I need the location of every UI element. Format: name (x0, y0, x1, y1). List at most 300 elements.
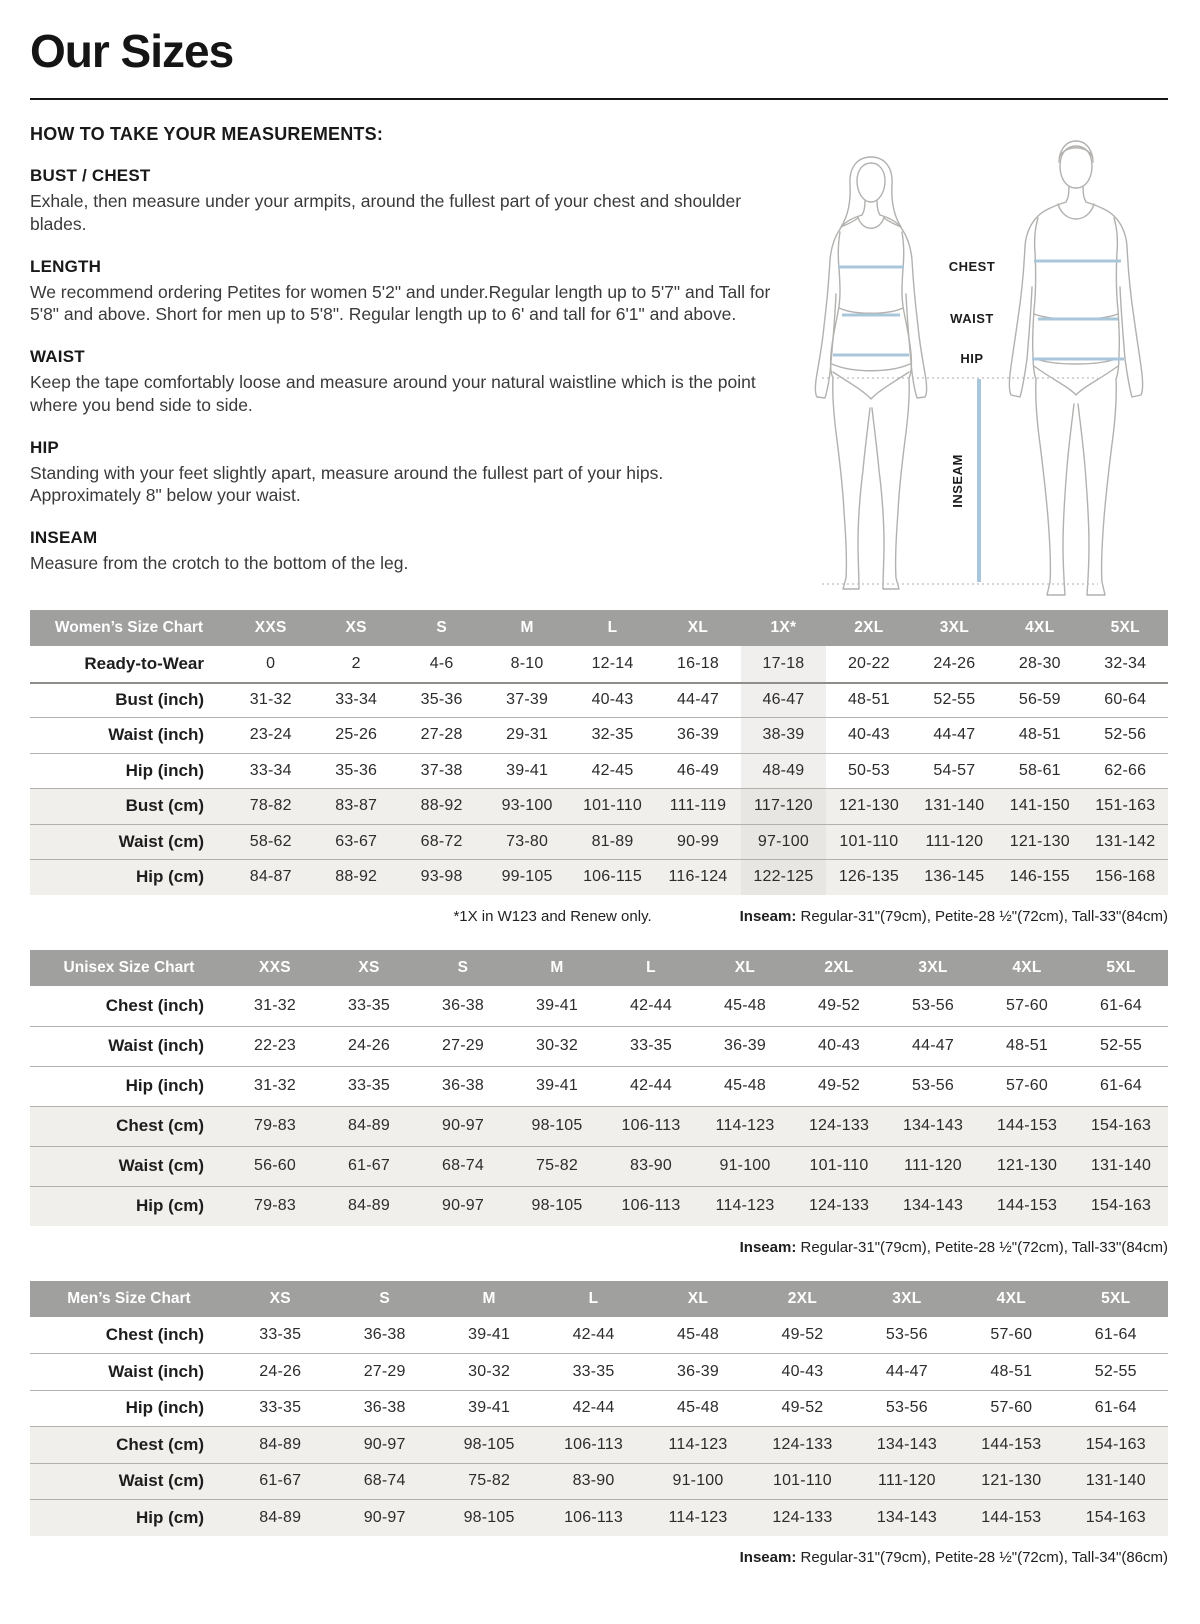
size-cell: 131-140 (1090, 1157, 1152, 1174)
column-header: 4XL (1025, 619, 1055, 636)
size-cell: 36-38 (363, 1325, 406, 1343)
size-cell: 90-97 (363, 1508, 406, 1526)
size-cell: 79-83 (254, 1197, 296, 1214)
size-cell: 31-32 (254, 996, 296, 1014)
size-cell: 42-44 (572, 1399, 615, 1417)
column-header: XL (734, 958, 756, 976)
row-label: Hip (inch) (125, 1076, 204, 1095)
size-cell: 88-92 (335, 868, 378, 886)
male-figure-outline (1009, 141, 1142, 595)
size-cell: 106-113 (621, 1197, 681, 1214)
size-cell: 68-72 (420, 832, 463, 850)
size-cell: 117-120 (741, 789, 826, 824)
size-cell: 23-24 (249, 726, 292, 744)
column-header: 5XL (1106, 958, 1136, 976)
size-cell: 75-82 (536, 1157, 578, 1174)
table-title: Men’s Size Chart (67, 1289, 191, 1307)
size-cell: 53-56 (912, 996, 954, 1014)
size-cell: 36-38 (442, 1077, 484, 1094)
column-header: M (520, 619, 534, 636)
size-cell: 106-113 (564, 1508, 624, 1526)
size-cell: 33-35 (259, 1399, 302, 1417)
size-cell: 99-105 (501, 868, 553, 886)
size-cell: 24-26 (933, 654, 976, 672)
column-header: XS (345, 619, 367, 636)
size-cell: 37-39 (506, 691, 549, 709)
section-body: Measure from the crotch to the bottom of the leg. (30, 553, 409, 573)
size-cell: 42-45 (591, 761, 634, 779)
table-row (30, 682, 1168, 718)
size-cell: 45-48 (724, 1077, 766, 1094)
size-cell: 31-32 (249, 691, 292, 709)
column-header: 2XL (854, 619, 884, 636)
size-cell: 63-67 (335, 832, 378, 850)
size-cell: 46-47 (741, 684, 826, 718)
size-cell: 78-82 (249, 797, 292, 815)
size-cell: 98-105 (531, 1197, 583, 1214)
title-divider (30, 98, 1168, 100)
size-cell: 124-133 (808, 1197, 870, 1214)
column-header: L (646, 958, 656, 976)
size-cell: 39-41 (536, 1077, 578, 1094)
size-cell: 57-60 (1006, 1077, 1048, 1094)
table-row (30, 1186, 1168, 1226)
row-label: Chest (inch) (105, 1324, 204, 1344)
size-cell: 111-120 (904, 1157, 962, 1174)
size-cell: 114-123 (668, 1435, 728, 1453)
table-row (30, 1106, 1168, 1146)
section-title: BUST / CHEST (30, 166, 151, 185)
size-cell: 84-89 (259, 1435, 302, 1453)
section-body: Standing with your feet slightly apart, measure around the fullest part of your hips. Approximately 8" below your waist. (30, 462, 664, 506)
column-header: L (588, 1289, 599, 1307)
section-body: Keep the tape comfortably loose and measure around your natural waistline which is the point where you bend side to side. (30, 372, 756, 415)
size-cell: 84-89 (348, 1197, 390, 1214)
size-cell: 44-47 (933, 726, 976, 744)
size-cell: 53-56 (885, 1325, 928, 1343)
size-cell: 98-105 (463, 1508, 515, 1526)
figure-label-waist: WAIST (950, 311, 994, 326)
size-cell: 17-18 (741, 646, 826, 682)
column-header: 3XL (918, 958, 948, 976)
footnote-note: *1X in W123 and Renew only. (453, 907, 652, 925)
size-cell: 45-48 (677, 1399, 719, 1417)
table-header-row (30, 950, 1168, 986)
size-cell: 52-56 (1104, 726, 1147, 744)
size-cell: 134-143 (902, 1197, 964, 1214)
row-label: Chest (inch) (105, 995, 204, 1015)
female-figure-outline (815, 157, 926, 589)
size-cell: 52-55 (1100, 1037, 1142, 1054)
size-cell: 30-32 (468, 1362, 511, 1380)
size-cell: 84-89 (259, 1508, 302, 1526)
size-cell: 33-35 (348, 1077, 390, 1094)
column-header: S (379, 1289, 390, 1307)
size-cell: 31-32 (254, 1077, 296, 1094)
size-cell: 68-74 (363, 1472, 406, 1490)
column-header: 4XL (1012, 958, 1042, 976)
size-cell: 0 (266, 654, 276, 672)
size-cell: 144-153 (981, 1508, 1042, 1526)
size-cell: 24-26 (259, 1362, 302, 1380)
row-label: Bust (cm) (125, 796, 204, 816)
table-row (30, 717, 1168, 753)
size-cell: 156-168 (1095, 868, 1156, 886)
column-header: XXS (254, 619, 287, 636)
size-cell: 114-123 (715, 1197, 775, 1214)
size-cell: 32-35 (591, 726, 634, 744)
size-cell: 56-59 (1018, 691, 1061, 709)
section-title: LENGTH (30, 256, 102, 276)
unisex-size-chart-table (30, 950, 1168, 1226)
size-cell: 121-130 (838, 797, 899, 815)
size-cell: 52-55 (933, 691, 976, 709)
table-header-row (30, 610, 1168, 646)
row-label: Hip (cm) (136, 1507, 204, 1527)
size-cell: 111-120 (925, 832, 984, 850)
inseam-note: Inseam: Regular-31"(79cm), Petite-28 ½"(72cm), Tall-33"(84cm) (739, 1238, 1168, 1256)
size-cell: 48-51 (1006, 1037, 1048, 1054)
size-cell: 101-110 (772, 1472, 832, 1490)
size-cell: 24-26 (348, 1037, 390, 1054)
size-cell: 20-22 (847, 654, 890, 672)
size-cell: 33-35 (348, 996, 390, 1014)
size-cell: 36-38 (442, 996, 484, 1014)
size-cell: 44-47 (912, 1037, 954, 1054)
size-cell: 33-35 (572, 1362, 615, 1380)
table-row (30, 1146, 1168, 1186)
size-cell: 98-105 (531, 1117, 583, 1134)
size-cell: 141-150 (1009, 797, 1070, 815)
size-cell: 61-64 (1100, 1077, 1142, 1094)
row-label: Waist (cm) (118, 1471, 204, 1491)
column-header: 2XL (787, 1289, 818, 1307)
size-cell: 90-99 (677, 832, 719, 850)
row-label: Bust (inch) (115, 690, 204, 710)
row-label: Hip (cm) (136, 867, 204, 887)
size-cell: 81-89 (591, 832, 634, 850)
section-body: Exhale, then measure under your armpits, around the fullest part of your chest and shoulder blades. (30, 191, 742, 234)
size-cell: 49-52 (818, 1077, 860, 1094)
table-row (30, 1426, 1168, 1463)
size-cell: 136-145 (924, 868, 985, 886)
size-cell: 33-34 (249, 761, 292, 779)
size-cell: 83-90 (630, 1157, 672, 1174)
table-row (30, 1317, 1168, 1354)
size-cell: 45-48 (724, 996, 766, 1014)
size-cell: 12-14 (591, 654, 634, 672)
section-title: INSEAM (30, 528, 98, 547)
measurement-section-hip (30, 438, 772, 508)
size-cell: 58-62 (249, 832, 292, 850)
size-cell: 42-44 (572, 1325, 615, 1343)
size-cell: 154-163 (1085, 1435, 1146, 1453)
size-cell: 46-49 (677, 761, 719, 779)
row-label: Waist (inch) (108, 1036, 204, 1055)
column-header: 3XL (892, 1289, 922, 1307)
row-label: Chest (cm) (116, 1116, 204, 1135)
size-cell: 52-55 (1094, 1362, 1137, 1380)
mens-table-footnote (30, 1549, 1168, 1566)
size-cell: 97-100 (741, 825, 826, 860)
table-row (30, 1463, 1168, 1500)
table-row (30, 1066, 1168, 1106)
figure-label-hip: HIP (960, 351, 984, 366)
row-label: Chest (cm) (116, 1434, 204, 1454)
size-cell: 124-133 (772, 1435, 833, 1453)
size-cell: 61-64 (1094, 1399, 1137, 1417)
size-cell: 40-43 (818, 1037, 860, 1054)
size-cell: 90-97 (363, 1435, 406, 1453)
column-header: 5XL (1110, 619, 1140, 636)
size-cell: 49-52 (781, 1399, 824, 1417)
section-title: HIP (30, 437, 59, 457)
size-cell: 27-29 (363, 1362, 406, 1380)
mens-size-chart-table (30, 1281, 1168, 1536)
size-cell: 42-44 (630, 1077, 672, 1094)
size-cell: 146-155 (1009, 868, 1070, 886)
size-cell: 38-39 (741, 718, 826, 753)
size-cell: 44-47 (885, 1362, 928, 1380)
size-cell: 2 (351, 654, 361, 672)
size-cell: 121-130 (981, 1472, 1042, 1490)
size-cell: 126-135 (838, 868, 899, 886)
size-cell: 61-67 (348, 1157, 390, 1174)
size-cell: 44-47 (677, 691, 719, 709)
row-label: Hip (inch) (125, 760, 204, 780)
size-cell: 45-48 (677, 1325, 719, 1343)
size-cell: 79-83 (254, 1117, 296, 1134)
size-cell: 39-41 (536, 996, 578, 1014)
body-measurement-diagram (786, 126, 1166, 606)
page-title: Our Sizes (30, 25, 234, 77)
size-cell: 68-74 (442, 1157, 484, 1174)
size-cell: 101-110 (809, 1157, 869, 1174)
row-label: Hip (inch) (125, 1398, 204, 1418)
table-title: Unisex Size Chart (63, 958, 195, 976)
figure-label-chest: CHEST (948, 259, 996, 274)
size-cell: 101-110 (839, 832, 899, 850)
size-cell: 50-53 (847, 761, 890, 779)
size-cell: 40-43 (591, 691, 634, 709)
row-label: Waist (cm) (118, 1156, 204, 1175)
size-cell: 53-56 (885, 1399, 928, 1417)
size-cell: 8-10 (510, 654, 544, 672)
size-cell: 28-30 (1018, 654, 1061, 672)
size-cell: 144-153 (996, 1117, 1058, 1134)
size-cell: 116-124 (668, 868, 728, 886)
column-header: XL (687, 1289, 709, 1307)
size-cell: 54-57 (933, 761, 976, 779)
column-header: L (607, 619, 618, 636)
size-cell: 106-113 (621, 1117, 681, 1134)
size-cell: 40-43 (781, 1362, 824, 1380)
size-cell: 35-36 (420, 691, 463, 709)
size-cell: 61-67 (259, 1472, 302, 1490)
size-cell: 154-163 (1090, 1197, 1152, 1214)
column-header: 3XL (939, 619, 970, 636)
measurements-heading: HOW TO TAKE YOUR MEASUREMENTS: (30, 124, 384, 144)
size-cell: 49-52 (781, 1325, 824, 1343)
size-cell: 29-31 (506, 726, 549, 744)
section-body: We recommend ordering Petites for women 5'2" and under.Regular length up to 5'7" and Tall for 5'8" and above. Short for men up to 5'8". Regular length up to 6' and tall for 6'1" and above. (30, 281, 771, 325)
size-cell: 114-123 (715, 1117, 775, 1134)
size-cell: 36-39 (677, 726, 719, 744)
table-header-row (30, 1281, 1168, 1317)
size-cell: 88-92 (420, 797, 463, 815)
size-cell: 36-38 (363, 1399, 406, 1417)
size-cell: 61-64 (1094, 1325, 1137, 1343)
size-cell: 144-153 (996, 1197, 1058, 1214)
column-header: S (436, 619, 447, 636)
size-cell: 39-41 (506, 761, 549, 779)
measurement-instructions (30, 124, 1168, 602)
size-cell: 84-89 (348, 1117, 390, 1134)
size-cell: 33-35 (630, 1037, 672, 1054)
size-cell: 36-39 (724, 1037, 766, 1054)
size-cell: 36-39 (677, 1362, 719, 1380)
size-cell: 61-64 (1100, 996, 1142, 1014)
table-row (30, 1353, 1168, 1390)
size-cell: 27-29 (442, 1037, 484, 1054)
size-cell: 122-125 (741, 860, 826, 895)
size-cell: 83-87 (335, 797, 378, 815)
size-cell: 4-6 (429, 654, 454, 672)
size-cell: 106-113 (564, 1435, 624, 1453)
row-label: Waist (inch) (108, 725, 204, 745)
size-cell: 91-100 (672, 1472, 724, 1490)
row-label: Waist (cm) (118, 831, 204, 851)
column-header: S (457, 958, 469, 976)
size-cell: 144-153 (981, 1435, 1042, 1453)
size-cell: 33-35 (259, 1325, 302, 1343)
column-header: M (482, 1289, 496, 1307)
size-cell: 32-34 (1104, 654, 1147, 672)
size-cell: 154-163 (1090, 1117, 1152, 1134)
size-cell: 98-105 (463, 1435, 515, 1453)
womens-size-chart-table (30, 610, 1168, 895)
size-cell: 131-142 (1095, 832, 1156, 850)
size-cell: 111-119 (669, 797, 727, 815)
size-cell: 27-28 (420, 726, 463, 744)
inseam-note: Inseam: Regular-31"(79cm), Petite-28 ½"(72cm), Tall-34"(86cm) (739, 1548, 1168, 1566)
size-cell: 131-140 (924, 797, 985, 815)
unisex-table-footnote (30, 1239, 1168, 1256)
table-row (30, 646, 1168, 682)
row-label: Ready-to-Wear (84, 653, 204, 673)
row-label: Hip (cm) (136, 1196, 204, 1215)
table-title: Women’s Size Chart (54, 619, 204, 636)
column-header: 1X* (770, 619, 797, 636)
size-cell: 93-98 (420, 868, 463, 886)
size-cell: 57-60 (990, 1399, 1033, 1417)
size-cell: 75-82 (468, 1472, 511, 1490)
size-cell: 53-56 (912, 1077, 954, 1094)
column-header: 5XL (1101, 1289, 1131, 1307)
size-cell: 57-60 (990, 1325, 1033, 1343)
column-header: XS (269, 1289, 291, 1307)
size-cell: 121-130 (996, 1157, 1058, 1174)
instructions-text-column (30, 124, 772, 575)
inseam-note: Inseam: Regular-31"(79cm), Petite-28 ½"(72cm), Tall-33"(84cm) (739, 907, 1168, 925)
measurement-section-waist (30, 347, 772, 417)
size-cell: 30-32 (536, 1037, 578, 1054)
size-cell: 48-51 (1018, 726, 1061, 744)
size-cell: 48-51 (847, 691, 890, 709)
size-cell: 39-41 (468, 1325, 511, 1343)
womens-table-footnote (30, 908, 1168, 925)
size-cell: 134-143 (876, 1508, 937, 1526)
size-cell: 90-97 (442, 1197, 484, 1214)
table-row (30, 1390, 1168, 1427)
table-row (30, 986, 1168, 1026)
size-cell: 39-41 (468, 1399, 511, 1417)
table-row (30, 824, 1168, 860)
size-cell: 111-120 (878, 1472, 936, 1490)
table-row (30, 753, 1168, 789)
measurement-section-inseam (30, 528, 772, 575)
size-cell: 134-143 (876, 1435, 937, 1453)
size-cell: 83-90 (572, 1472, 615, 1490)
size-cell: 91-100 (719, 1157, 771, 1174)
column-header: 2XL (824, 958, 854, 976)
size-cell: 49-52 (818, 996, 860, 1014)
table-row (30, 1026, 1168, 1066)
size-cell: 48-51 (990, 1362, 1033, 1380)
size-cell: 35-36 (335, 761, 378, 779)
size-cell: 114-123 (668, 1508, 728, 1526)
size-cell: 37-38 (420, 761, 463, 779)
figure-illustration (786, 126, 1166, 606)
column-header: XL (687, 619, 709, 636)
measurement-section-length (30, 257, 772, 327)
size-cell: 90-97 (442, 1117, 484, 1134)
size-cell: 84-87 (249, 868, 292, 886)
size-cell: 106-115 (583, 868, 642, 886)
table-row (30, 1499, 1168, 1536)
size-cell: 60-64 (1104, 691, 1147, 709)
column-header: M (550, 958, 564, 976)
size-cell: 124-133 (772, 1508, 833, 1526)
size-cell: 62-66 (1104, 761, 1147, 779)
size-guide-page (0, 24, 1200, 1624)
size-cell: 121-130 (1009, 832, 1070, 850)
column-header: XS (358, 958, 380, 976)
section-title: WAIST (30, 347, 85, 366)
size-cell: 48-49 (741, 754, 826, 789)
measurement-section-bust-chest (30, 166, 772, 236)
size-cell: 40-43 (847, 726, 890, 744)
size-cell: 22-23 (254, 1037, 296, 1054)
size-cell: 58-61 (1018, 761, 1061, 779)
size-cell: 33-34 (335, 691, 378, 709)
size-cell: 134-143 (902, 1117, 964, 1134)
size-cell: 154-163 (1085, 1508, 1146, 1526)
size-cell: 124-133 (808, 1117, 870, 1134)
size-cell: 151-163 (1095, 797, 1156, 815)
size-cell: 16-18 (677, 654, 719, 672)
size-cell: 131-140 (1085, 1472, 1146, 1490)
size-cell: 56-60 (254, 1157, 296, 1174)
size-cell: 42-44 (630, 996, 672, 1014)
size-cell: 73-80 (506, 832, 549, 850)
column-header: 4XL (996, 1289, 1026, 1307)
table-row (30, 859, 1168, 895)
size-cell: 57-60 (1006, 996, 1048, 1014)
table-row (30, 788, 1168, 824)
column-header: XXS (259, 958, 291, 976)
size-cell: 101-110 (583, 797, 642, 815)
